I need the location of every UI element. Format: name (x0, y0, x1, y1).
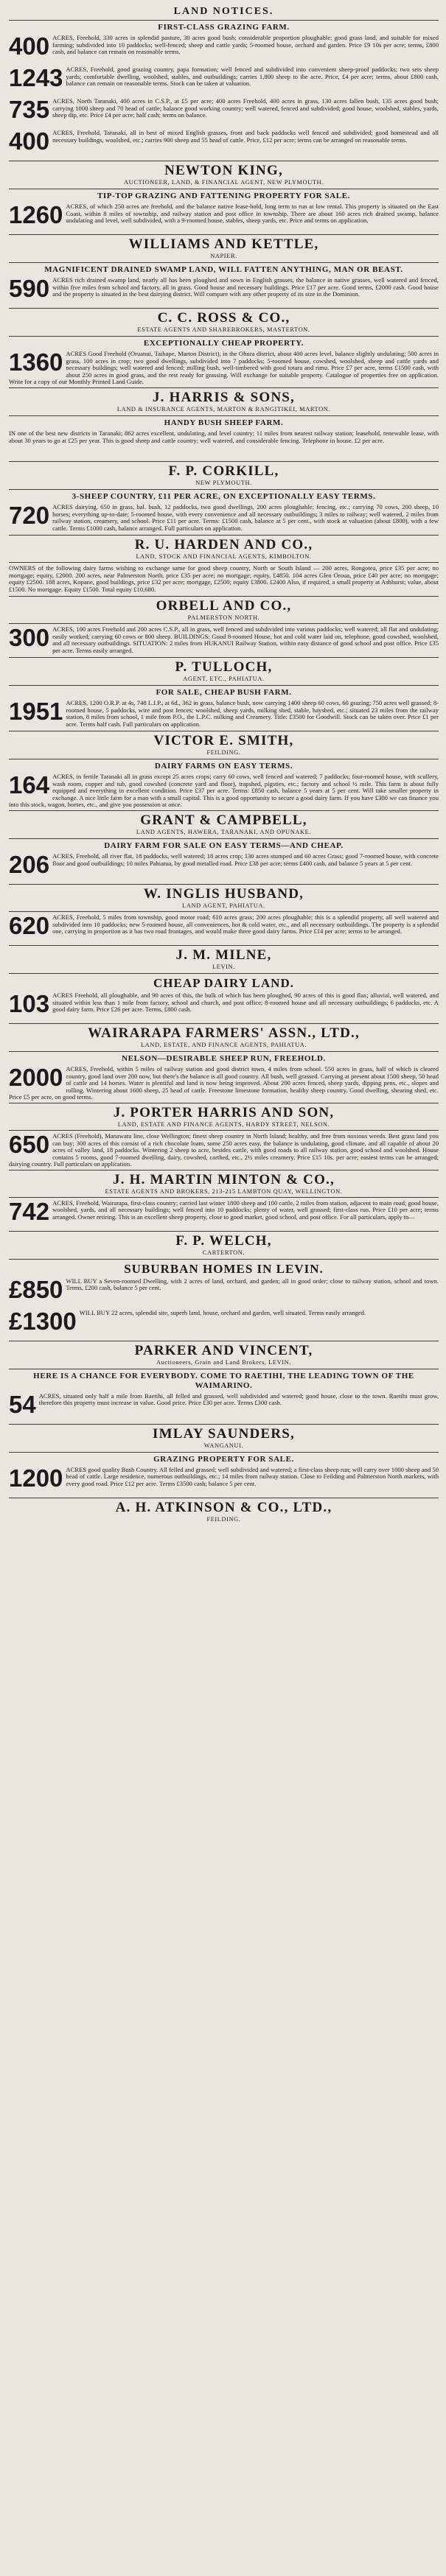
listing (9, 98, 439, 127)
advertisement-heading: DAIRY FARMS ON EASY TERMS. (9, 759, 439, 771)
listing-acreage: 103 (9, 989, 50, 1017)
listing-acreage: 650 (9, 1130, 50, 1158)
listing-text: ACRES Good Freehold (Oruanui, Taihape, Marton District), in the Ohura district, about 400 acres level, balance slightly undulating; 500 acres in grass, 100 acres in crop; two good dwellings, subdivided into 7 paddocks; 5-roomed house, cowshed, woolshed, sheep and cattle yards and necessary buildings; well watered and fenced; milling bush, well-timbered with good totara and rimu. Price £7 per acre, terms £1500 cash, with about 250 acres in good grass, and the rest ready for grassing. Will exchange for suitable property. Catalogue of properties free on application. Write for a copy of our Monthly Printed Land Guide. (9, 350, 439, 386)
advertisement (9, 489, 439, 561)
listing-text: ACRES, of which 250 acres are freehold, and the balance native lease-hold, long term to run at low rental. This property is situated on the East Coast, within 8 miles of township, and railway station and post office in township. There are about 160 acres rich drained swamp, balance undulating and level, well subdivided, with a 9-roomed house, stables, sheep yards, etc. Price and terms on application. (66, 203, 439, 225)
listing (9, 1390, 439, 1422)
listing (9, 1197, 439, 1229)
listing-acreage: 720 (9, 501, 50, 529)
agent-name: ORBELL AND CO., (156, 597, 292, 614)
agent-signature (9, 810, 439, 836)
listing (9, 850, 439, 882)
advertisement (9, 623, 439, 683)
listing-text: ACRES, 1200 O.R.P. at 4s, 748 L.I.P., at 6d., 362 in grass, balance bush, now carrying 1400 sheep 60 cows, 60 grazing; 750 acres well grassed; 8-roomed house, 5 paddocks, wire and post fences; woolshed, sheep yards, milking shed, stable, hayshed, etc.; situated 23 miles from the railway station, 8 miles from school, 1 mile from P.O., the L.P.C. milking and Creamery. Title: £3500 for Goodwill. Stock can be taken over. Price £1 per acre. Terms half cash. Full particulars on application. (66, 698, 439, 728)
listing-text: ACRES Freehold, all ploughable, and 90 acres of this, the bulk of which has been ploughed, 90 acres of this is good flax; alluvial, well watered, and situated within less than 1 mile from factory, school and church, and post office; 8-roomed house and all necessary outbuildings; 6 paddocks, etc. A good dairy farm. Price £26 per acre. Terms, £800 cash. (52, 991, 439, 1014)
agent-address: WANGANUI. (203, 1442, 244, 1449)
advertisement (9, 911, 439, 971)
advertisement (9, 262, 439, 334)
listing-text: ACRES, Freehold, 5 miles from township, good motor road; 610 acres grass; 200 acres ploughable; this is a splendid property, all well watered and subdivided into 10 paddocks; new 5-roomed house, all conveniences, hot & cold water, etc., and all necessary outbuildings. The property is a splendid one, carrying in proportion as it has two road frontages, and would make three good dairy farms. Price £14 per acre; terms to be arranged. (52, 913, 439, 936)
ads-column (9, 20, 439, 1523)
agent-signature (9, 1023, 439, 1049)
agent-name: F. P. WELCH, (175, 1232, 272, 1249)
advertisement (9, 685, 439, 757)
advertisement-heading: 3-SHEEP COUNTRY, £11 PER ACRE, ON EXCEPTIONALLY EASY TERMS. (9, 489, 439, 502)
advertisement (9, 1259, 439, 1366)
listing-acreage: 1243 (9, 64, 63, 91)
listing-acreage: 2000 (9, 1063, 63, 1091)
listing-acreage: 400 (9, 32, 50, 60)
listing-text: ACRES, Freehold, good grazing country, papa formation; well fenced and subdivided into convenient sheep-proof paddocks; two sets sheep yards; comfortable dwelling, woolshed, stables, and outbuildings; carries 1,800 sheep to the acre. Price, £4 per acre; terms, about £800 cash, balance can remain on reasonable terms. Stock can be taken at valuation. (66, 66, 439, 88)
advertisement (9, 415, 439, 487)
listing-text: ACRES, Freehold, Taranaki, all in best of mixed English grasses, front and back paddocks well fenced and subdivided; good homestead and all necessary buildings, woolshed, etc.; carries 900 sheep and 55 head of cattle. Price, £12 per acre; terms can be arranged on reasonable terms. (52, 129, 439, 144)
advertisement (9, 973, 439, 1049)
agent-address: PALMERSTON NORTH. (187, 614, 260, 621)
advertisement (9, 759, 439, 836)
agent-signature (9, 161, 439, 186)
listing-acreage: 590 (9, 275, 50, 302)
agent-signature (9, 1231, 439, 1257)
listing (9, 501, 439, 533)
advertisement-heading: SUBURBAN HOMES IN LEVIN. (9, 1259, 439, 1276)
listing-text: ACRES, Freehold, Wairarapa, first-class country; carried last winter 1800 sheep and 100 cattle, 2 miles from station, adjacent to main road; good house, woolshed, yards, and all necessary buildings; well fenced into 10 paddocks; plenty of water, well grassed; first-class run. Price £10 per acre; terms arranged. Owner retiring. This is an excellent sheep property, close to good market, good school, and post office. For all particulars, apply to— (52, 1198, 439, 1221)
divider (9, 1130, 439, 1131)
agent-name: A. H. ATKINSON & CO., LTD., (115, 1499, 332, 1515)
advertisement-heading: MAGNIFICENT DRAINED SWAMP LAND, WILL FATTEN ANYTHING, MAN OR BEAST. (9, 262, 439, 275)
agent-signature (9, 1103, 439, 1129)
agent-address: ESTATE AGENTS AND BROKERS, 213-215 LAMBTON QUAY, WELLINGTON. (105, 1187, 343, 1195)
listing-acreage: 206 (9, 850, 50, 878)
listing (9, 989, 439, 1022)
listing-text: ACRES dairying, 650 in grass, bal. bush, 12 paddocks, two good dwellings, 200 acres ploughable; fencing, etc.; carrying 70 cows, 200 sheep, 10 horses; everything up-to-date; 5-roomed house, with every convenience and all necessary outbuildings; 3 miles to railway; well watered, 2 miles from railway station, creamery, and school. Price £11 per acre. Terms: £1500 cash, balance at 5 per cent., with stock at valuation (about £800), with a few cattle. Terms £1000 cash, balance arranged. Full particulars on application. (52, 502, 439, 532)
listing (9, 1130, 439, 1168)
agent-signature (9, 884, 439, 910)
listing (9, 1063, 439, 1101)
listing-text: ACRES, Freehold, 330 acres in splendid pasture, 30 acres good bush; considerable proportion ploughable; good grass land, and suitable for mixed farming; subdivided into 10 paddocks; well-fenced; sheep and cattle yards; 5-roomed house, orchard and garden. Price £9 10s per acre; terms, £800 cash, and balance can remain on reasonable terms. (52, 34, 439, 56)
agent-signature (9, 945, 439, 971)
listing-text: WILL BUY a Seven-roomed Dwelling, with 2 acres of land, orchard, and garden; all in good order; close to railway station, school and town. Terms, £200 cash, balance 5 per cent. (66, 1277, 439, 1292)
listing-text: OWNERS of the following dairy farms wishing to exchange same for good sheep country, North or South Island — 200 acres, Rongotea, price £35 per acre; no mortgage; equity, £2000. 200 acres, near Palmerston North, price £35 per acre; no mortgage; equity, £4850. 104 acres Glen Oroua, price £40 per acre; no mortgage; equity £2500. 188 acres, Kopane, good buildings, price £32 per acre; mortgage, £2500; equity £3800. £2400 Also, if required, a small property at Ashhurst; value, about £1500. No mortgage. Equity £1500. Total equity £10,680. (9, 564, 439, 593)
listing-acreage: 1200 (9, 1464, 63, 1492)
agent-name: F. P. CORKILL, (168, 463, 279, 479)
listing (9, 277, 439, 306)
listing-text: ACRES, in fertile Taranaki all in grass except 25 acres crops; carry 60 cows, well fenced and watered; 7 paddocks; four-roomed house, with scullery, wash room, copper and tub, good cowshed (concrete yard and floor), trapshed, pigsties, etc.; factory and school ½ mile. This farm is about fully equipped and everything in excellent condition. Price £37 per acre. Terms: £850 cash, balance 5 years at 5 per cent. Will take smaller property in exchange. A nice little farm for a man with a small capital. This is a good opportunity to secure a good dairy farm. If you have £300 we can finance you into this stock, wagon, horses, etc., and give you possession at once. (9, 772, 439, 809)
listing-text: WILL BUY 22 acres, splendid site, superb land, house, orchard and garden, well situated. Terms easily arranged. (79, 1308, 366, 1316)
agent-address: LAND AGENTS, HAWERA, TARANAKI, AND OPUNAKE. (136, 828, 312, 835)
agent-name: WAIRARAPA FARMERS' ASSN., LTD., (88, 1025, 360, 1041)
listing (9, 203, 439, 233)
listing-text: ACRES, situated only half a mile from Raetihi, all felled and grassed, well subdivided and watered; good house, close to the town. Raetihi must grow, therefore this property must increase in value. Good price. Price £30 per acre. Terms £300 cash. (38, 1391, 439, 1407)
listing-acreage: 1260 (9, 201, 63, 228)
agent-name: C. C. ROSS & CO., (157, 310, 290, 326)
listing-acreage: 400 (9, 127, 50, 155)
listing-acreage: £850 (9, 1275, 63, 1303)
agent-address: LAND, STOCK AND FINANCIAL AGENTS, KIMBOLTON. (136, 552, 312, 560)
listing-text: ACRES, North Taranaki, 400 acres in C.S.P., at £5 per acre; 400 acres Freehold, 400 acres in grass, 130 acres fallen bush, 135 acres good bush; carrying 1000 sheep and 70 head of cattle; balance good working country; well watered, fenced and subdivided; good house, woolshed, stables, yards, sheep dip, etc. Price £4 per acre; half cash; terms on balance. (52, 97, 439, 119)
agent-address: ESTATE AGENTS AND SHAREBROKERS, MASTERTON. (137, 326, 310, 333)
listing (9, 1275, 439, 1308)
agent-address: Auctioneers, Grain and Land Brokers, LEVIN. (156, 1358, 291, 1366)
agent-name: J. HARRIS & SONS, (152, 389, 295, 405)
agent-signature (9, 234, 439, 260)
listing-acreage: 1951 (9, 697, 63, 725)
agent-signature (9, 535, 439, 561)
advertisement (9, 336, 439, 413)
agent-signature (9, 1341, 439, 1366)
agent-address: LAND, ESTATE AND FINANCE AGENTS, HARDY STREET, NELSON. (117, 1120, 330, 1128)
advertisement-heading: DAIRY FARM FOR SALE ON EASY TERMS—AND CHEAP. (9, 838, 439, 851)
agent-signature (9, 387, 439, 413)
listing-text: ACRES rich drained swamp land, nearly all has been ploughed and sown in English grasses, the balance in native grasses, well watered and fenced, within five miles from school and factory, all in grass. Good house and necessary buildings. Price £17 per acre. Good terms, £2000 cash. Good house and the property is situated in the best dairying district. Will compare with any other property of its size in the Dominion. (52, 276, 439, 298)
agent-signature (9, 1498, 439, 1523)
divider (9, 562, 439, 563)
listing-text: ACRES, 100 acres Freehold and 200 acres C.S.P., all in grass, well fenced and subdivided into various paddocks; well watered; all flat and undulating; easily worked; carrying 60 cows or 800 sheep. BUILDINGS: Good 8-roomed House, hot and cold water laid on, telephone, good cowshed, woolshed, and all necessary outbuildings. SITUATION: 2 miles from HUKANUI Railway Station, within easy distance of good school and post office. Price £35 per acre. Terms easily arranged. (52, 625, 439, 654)
agent-name: VICTOR E. SMITH, (153, 732, 294, 748)
agent-address: FEILDING. (206, 1515, 241, 1523)
agent-name: J. PORTER HARRIS AND SON, (113, 1104, 335, 1120)
agent-name: IMLAY SAUNDERS, (153, 1425, 295, 1442)
advertisement-heading: HERE IS A CHANCE FOR EVERYBODY. COME TO RAETIHI, THE LEADING TOWN OF THE WAIMARINO. (9, 1369, 439, 1391)
listing (9, 430, 439, 460)
agent-address: CARTERTON. (202, 1249, 245, 1256)
advertisement (9, 562, 439, 622)
agent-address: LAND AGENT, PAHIATUA. (182, 902, 265, 909)
listing-acreage: 1360 (9, 348, 63, 376)
listing-acreage: 300 (9, 623, 50, 651)
advertisement (9, 1130, 439, 1196)
agent-signature (9, 1170, 439, 1196)
listing-acreage: 742 (9, 1197, 50, 1225)
listing-text: ACRES (Freehold), Manawatu line, close Wellington; finest sheep country in North Island; healthy, and free from noxious weeds. Best grass land you can buy; 300 acres of this consist of a rich chocolate loam, some 250 acres easy, the balance is undulating, good climate, and all capable of about 20 acres of valley land, 18 paddocks. Wintering 2 sheep to acre, besides cattle, with good roads to all railway station, good school and woolshed. House contains 5 rooms, good 7-roomed dwelling, dairy, cowshed, carthed, etc., 2½ miles creamery. Price £15 10s. per acre; easiest terms can be arranged; dairying country. Full particulars on application. (9, 1131, 439, 1168)
agent-signature (9, 1424, 439, 1450)
agent-name: W. INGLIS HUSBAND, (143, 885, 304, 902)
listing (9, 1307, 439, 1339)
advertisement-heading: CHEAP DAIRY LAND. (9, 973, 439, 990)
listing (9, 565, 439, 594)
listing-acreage: 54 (9, 1390, 36, 1418)
divider (9, 911, 439, 912)
advertisement (9, 189, 439, 260)
listing (9, 623, 439, 656)
agent-signature (9, 657, 439, 683)
agent-address: LEVIN. (212, 963, 235, 970)
listing-text: ACRES, Freehold, all river flat, 18 paddocks, well watered; 18 acres crop; 130 acres stumped and 60 acres Grass; good 7-roomed house, with concrete floor and good outbuildings; 10 miles Pahiatua, by good metalled road. Price £38 per acre; terms £400 cash, and balance 5 years at 5 per cent. (52, 852, 439, 867)
listing-text: IN one of the best new districts in Taranaki; 862 acres excellent, undulating, and level country; 11 miles from nearest railway station; leasehold, renewable lease, with about 30 years to go at £25 per year. This is good sheep and cattle country; well watered, and considerable fencing. Telephone in house. £2 per acre. (9, 429, 439, 444)
agent-address: AGENT, ETC., PAHIATUA. (183, 675, 265, 682)
listing-text: ACRES, Freehold, within 5 miles of railway station and good district town, 4 miles from school. 550 acres in grass, half of which is cleared country, good land over 200 now, but there's the balance is all good country. All bush, well grassed. Carrying at present about 1500 sheep, 50 head of cattle and 14 horses. Water is plentiful and land is now being improved. About 200 acres fenced, sheep yards, dipping pens, etc., slopes and rolling. Wintering about 1600 sheep, 25 head of cattle. Freestone limestone formation, healthy sheep country. Good dwelling, shearing shed, etc. Price £5 per acre, on good terms. (9, 1064, 439, 1101)
listing-text: ACRES good quality Bush Country. All felled and grassed; well subdivided and watered; a first-class sheep run; will carry over 1000 sheep and 50 head of cattle. Large residence, numerous outbuildings, etc.; 14 miles from railway station. Close to Feilding and Palmerston North markets, with every good road. Price £12 per acre. Terms £3500 cash; balance 5 per cent. (66, 1465, 439, 1488)
agent-address: FEILDING. (206, 748, 241, 756)
agent-signature (9, 596, 439, 622)
agent-name: NEWTON KING, (164, 163, 283, 178)
advertisement-heading: TIP-TOP GRAZING AND FATTENING PROPERTY FOR SALE. (9, 189, 439, 201)
agent-name: R. U. HARDEN AND CO., (134, 536, 313, 552)
agent-address: NEW PLYMOUTH. (195, 479, 252, 486)
advertisement (9, 1051, 439, 1129)
listing (9, 127, 439, 159)
listing (9, 348, 439, 386)
agent-name: PARKER AND VINCENT, (134, 1342, 313, 1358)
advertisement (9, 1452, 439, 1523)
listing-acreage: 164 (9, 771, 50, 799)
listing (9, 773, 439, 809)
advertisement-heading: GRAZING PROPERTY FOR SALE. (9, 1452, 439, 1464)
listing-acreage: £1300 (9, 1307, 77, 1335)
advertisement-heading: FIRST-CLASS GRAZING FARM. (9, 20, 439, 32)
listing (9, 911, 439, 944)
advertisement (9, 1197, 439, 1257)
agent-address: AUCTIONEER, LAND, & FINANCIAL AGENT, NEW PLYMOUTH. (124, 179, 324, 186)
listing (9, 697, 439, 729)
agent-address: LAND, ESTATE, AND FINANCE AGENTS, PAHIATUA. (140, 1041, 307, 1048)
advertisement-heading: EXCEPTIONALLY CHEAP PROPERTY. (9, 336, 439, 348)
agent-signature (9, 308, 439, 334)
advertisement (9, 20, 439, 186)
listing (9, 66, 439, 96)
agent-signature (9, 461, 439, 487)
agent-name: WILLIAMS AND KETTLE, (128, 236, 319, 252)
listing (9, 32, 439, 64)
agent-name: GRANT & CAMPBELL, (140, 812, 307, 828)
agent-address: LAND & INSURANCE AGENTS, MARTON & RANGITIKEI, MARTON. (116, 405, 331, 413)
advertisement (9, 838, 439, 910)
advertisement (9, 1369, 439, 1450)
listing-acreage: 735 (9, 96, 50, 123)
divider (9, 623, 439, 624)
advertisement-heading: NELSON—DESIRABLE SHEEP RUN, FREEHOLD. (9, 1051, 439, 1064)
agent-name: J. M. MILNE, (175, 947, 272, 963)
agent-signature (9, 731, 439, 757)
agent-name: P. TULLOCH, (175, 659, 273, 675)
divider (9, 1197, 439, 1198)
listing-acreage: 620 (9, 911, 50, 939)
agent-name: J. H. MARTIN MINTON & CO., (113, 1171, 335, 1187)
agent-address: NAPIER. (210, 253, 237, 259)
listing (9, 1464, 439, 1496)
page-title: LAND NOTICES. (173, 6, 274, 17)
advertisement-heading: HANDY BUSH SHEEP FARM. (9, 415, 439, 428)
advertisement-heading: FOR SALE, CHEAP BUSH FARM. (9, 685, 439, 698)
